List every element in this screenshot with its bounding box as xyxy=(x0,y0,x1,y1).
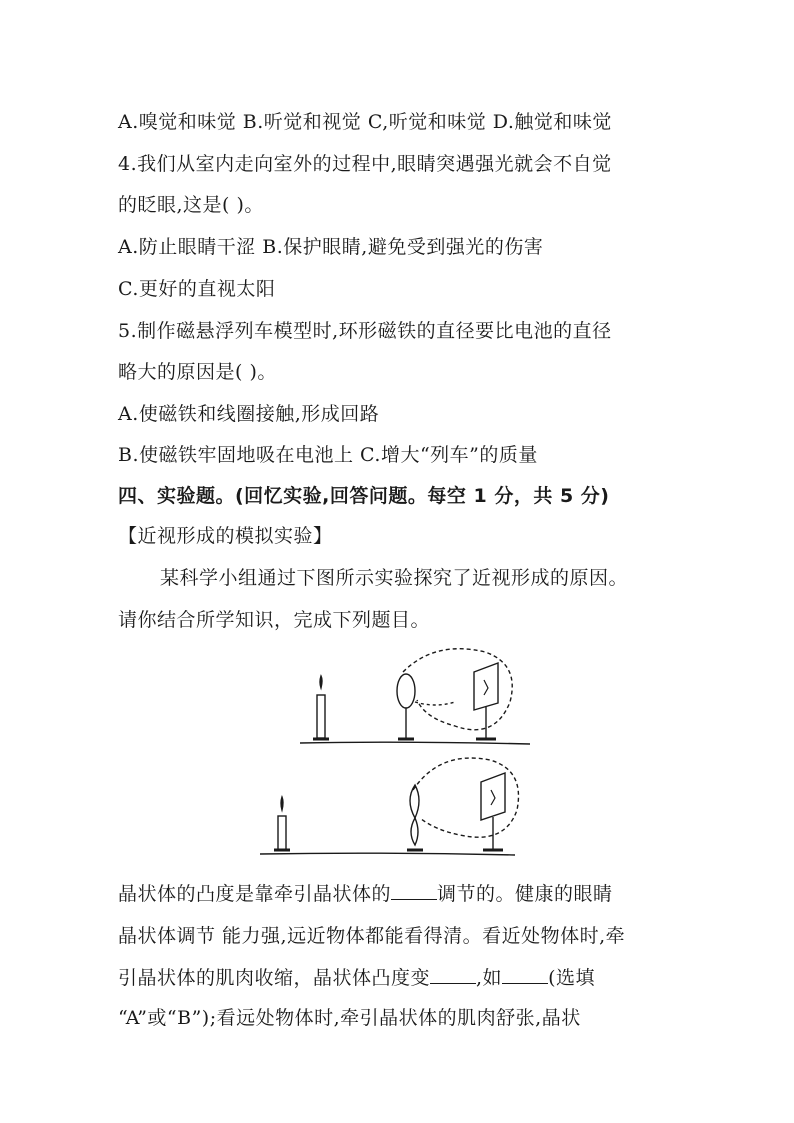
blank-1[interactable] xyxy=(391,885,437,900)
screen-bottom xyxy=(481,773,505,820)
question-5-stem-line2: 略大的原因是( )。 xyxy=(118,361,277,383)
blank-3[interactable] xyxy=(502,969,548,984)
lens-top xyxy=(397,674,415,708)
image-mark-top xyxy=(484,680,488,695)
blank-2[interactable] xyxy=(430,969,476,984)
question-5-options-line2: B.使磁铁牢固地吸在电池上 C.增大“列车”的质量 xyxy=(118,444,538,466)
fill-line3-text-a: 引晶状体的肌肉收缩，晶状体凸度变 xyxy=(118,967,431,989)
question-5-stem-line1: 5.制作磁悬浮列车模型时,环形磁铁的直径要比电池的直径 xyxy=(118,320,612,342)
dotted-link-top xyxy=(415,702,455,705)
question-4-options-line1: A.防止眼睛干涩 B.保护眼睛,避免受到强光的伤害 xyxy=(118,236,544,258)
fill-line2: 晶状体调节 能力强,远近物体都能看得清。看近处物体时,牵 xyxy=(118,925,626,947)
fill-line1-text-b: 调节的。健康的眼睛 xyxy=(437,883,613,905)
image-mark-bottom xyxy=(491,790,495,805)
experiment-title: 【近视形成的模拟实验】 xyxy=(118,525,333,547)
question-4-stem-line1: 4.我们从室内走向室外的过程中,眼睛突遇强光就会不自觉 xyxy=(118,153,612,175)
lens-experiment-illustration xyxy=(255,640,535,862)
section-heading: 四、实验题。(回忆实验,回答问题。每空 1 分，共 5 分) xyxy=(118,485,610,507)
fill-line1 xyxy=(118,879,613,906)
table-line-bottom xyxy=(260,853,515,855)
question-4-options-line2: C.更好的直视太阳 xyxy=(118,278,276,300)
fill-line3-text-c: (选填 xyxy=(548,967,595,989)
lens-bottom-upper xyxy=(410,785,419,818)
dotted-loop-top xyxy=(403,649,512,730)
question-4-stem-line2: 的眨眼,这是( )。 xyxy=(118,194,264,216)
lens-bottom-lower xyxy=(411,818,418,845)
candle-flame-bottom xyxy=(281,797,283,810)
fill-line3 xyxy=(118,963,595,990)
candle-flame-top xyxy=(320,676,322,688)
fill-line3-text-b: ,如 xyxy=(476,967,503,989)
candle-top xyxy=(317,695,325,738)
question-3-options: A.嗅觉和味觉 B.听觉和视觉 C,听觉和味觉 D.触觉和味觉 xyxy=(118,111,612,133)
fill-line1-text-a: 晶状体的凸度是靠牵引晶状体的 xyxy=(118,883,392,905)
candle-bottom xyxy=(278,816,286,850)
dotted-loop-bottom xyxy=(413,758,518,837)
question-5-options-line1: A.使磁铁和线圈接触,形成回路 xyxy=(118,403,380,425)
experiment-figure xyxy=(255,640,535,866)
experiment-intro-line2: 请你结合所学知识，完成下列题目。 xyxy=(118,609,431,631)
table-line-top xyxy=(300,742,530,744)
experiment-intro-line1: 某科学小组通过下图所示实验探究了近视形成的原因。 xyxy=(160,567,629,589)
screen-top xyxy=(474,663,498,710)
fill-line4: “A”或“B”);看远处物体时,牵引晶状体的肌肉舒张,晶状 xyxy=(118,1007,581,1029)
